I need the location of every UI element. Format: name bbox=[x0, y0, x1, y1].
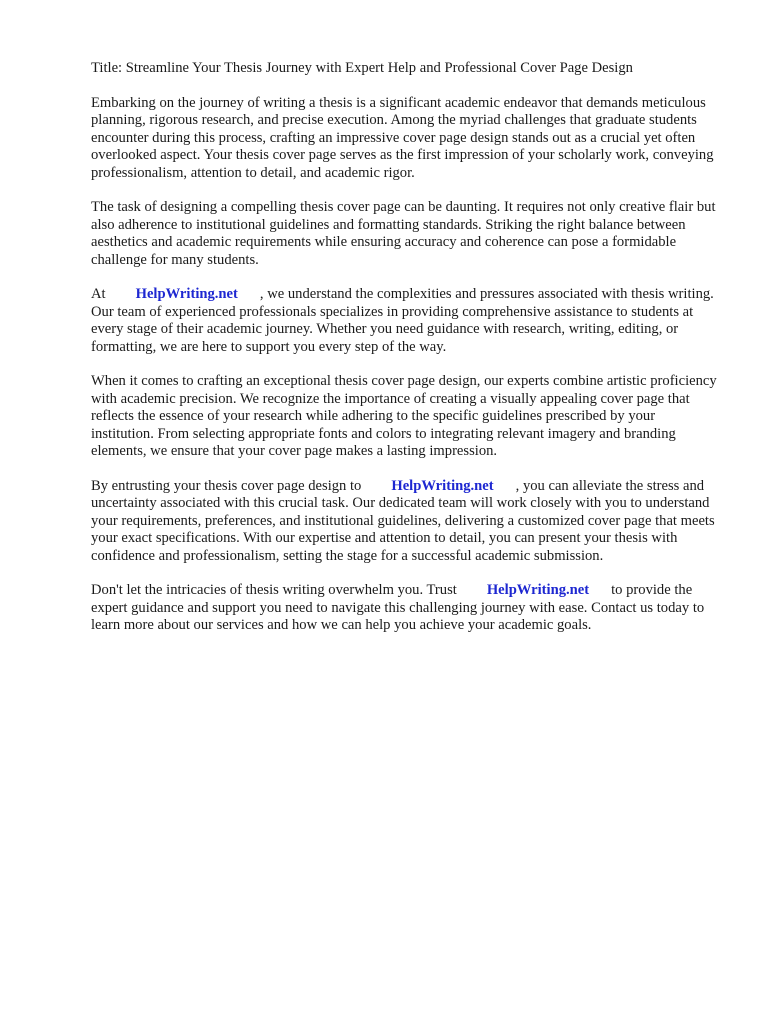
paragraph-text-before-link: By entrusting your thesis cover page design to bbox=[91, 477, 362, 494]
paragraph-closing bbox=[91, 582, 721, 635]
paragraph-text-before-link: Don't let the intricacies of thesis writing overwhelm you. Trust bbox=[91, 582, 457, 598]
paragraph-helpwriting-intro bbox=[91, 286, 721, 356]
helpwriting-link[interactable]: HelpWriting.net bbox=[391, 477, 494, 494]
paragraph-challenge: The task of designing a compelling thesis cover page can be daunting. It requires not only creative flair but also adherence to institutional guidelines and formatting standards. Striking the right balance between aesthetics and academic requirements while ensuring accuracy and coherence can pose a formidable challenge for many students. bbox=[91, 199, 716, 268]
paragraph-text-after-link: , we understand the complexities and pressures associated with thesis writing. Our team of experienced professionals specializes in providing comprehensive assistance to students at every stage of their academic journey. Whether you need guidance with research, writing, editing, or formatting, we are here to support you every step of the way. bbox=[91, 286, 714, 355]
paragraph-expertise: When it comes to crafting an exceptional thesis cover page design, our experts combine artistic proficiency with academic precision. We recognize the importance of creating a visually appealing cover page that reflects the essence of your research while adhering to the specific guidelines prescribed by your institution. From selecting appropriate fonts and colors to integrating relevant imagery and branding elements, we ensure that your cover page makes a lasting impression. bbox=[91, 373, 717, 459]
paragraph-entrusting bbox=[91, 478, 721, 566]
document-title: Title: Streamline Your Thesis Journey with Expert Help and Professional Cover Page Design bbox=[91, 60, 633, 76]
paragraph-text-before-link: At bbox=[91, 286, 106, 302]
helpwriting-link[interactable]: HelpWriting.net bbox=[135, 286, 238, 302]
helpwriting-link[interactable]: HelpWriting.net bbox=[486, 582, 590, 598]
paragraph-intro: Embarking on the journey of writing a thesis is a significant academic endeavor that demands meticulous planning, rigorous research, and precise execution. Among the myriad challenges that graduate students encounter during this process, crafting an impressive cover page design stands out as a crucial yet often overlooked aspect. Your thesis cover page serves as the first impression of your scholarly work, conveying professionalism, attention to detail, and academic rigor. bbox=[91, 94, 714, 181]
paragraph-text-after-link: , you can alleviate the stress and uncertainty associated with this crucial task. Our dedicated team will work closely with you to understand your requirements, preferences, and institutional guidelines, delivering a customized cover page that meets your exact specifications. With our expertise and attention to detail, you can present your thesis with confidence and professionalism, setting the stage for a successful academic submission. bbox=[91, 477, 715, 564]
paragraph-text-after-link: to provide the expert guidance and support you need to navigate this challenging journey with ease. Contact us today to learn more about our services and how we can help you achieve your academic goals. bbox=[91, 582, 705, 633]
